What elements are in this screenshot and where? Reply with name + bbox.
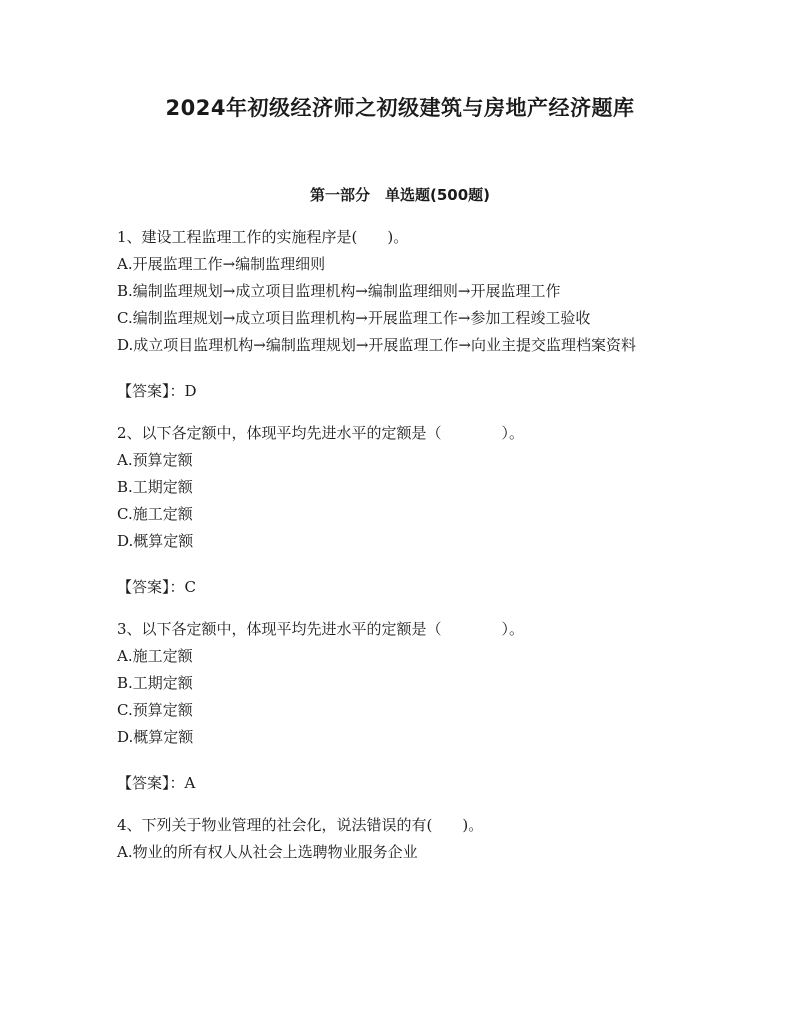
option-a: A.预算定额: [117, 451, 193, 469]
option-a: A.施工定额: [117, 647, 193, 665]
option-c: C.预算定额: [117, 701, 193, 719]
option-a: A.物业的所有权人从社会上选聘物业服务企业: [117, 843, 418, 861]
option-c: C.施工定额: [117, 505, 193, 523]
answer-label: 【答案】：A: [117, 774, 196, 792]
option-b: B.工期定额: [117, 674, 193, 692]
question-2: [117, 420, 677, 601]
option-b: B.编制监理规划→成立项目监理机构→编制监理细则→开展监理工作: [117, 282, 561, 300]
option-d: D.成立项目监理机构→编制监理规划→开展监理工作→向业主提交监理档案资料: [117, 336, 636, 354]
question-3: [117, 616, 677, 797]
answer-label: 【答案】：C: [117, 578, 196, 596]
document-title: 2024年初级经济师之初级建筑与房地产经济题库: [165, 96, 635, 120]
option-d: D.概算定额: [117, 532, 194, 550]
question-1: [117, 224, 677, 405]
option-b: B.工期定额: [117, 478, 193, 496]
question-stem: 3、以下各定额中，体现平均先进水平的定额是（ ）。: [117, 620, 525, 638]
option-a: A.开展监理工作→编制监理细则: [117, 255, 326, 273]
option-d: D.概算定额: [117, 728, 194, 746]
question-stem: 1、建设工程监理工作的实施程序是( )。: [117, 228, 409, 246]
question-stem: 4、下列关于物业管理的社会化，说法错误的有( )。: [117, 816, 484, 834]
option-c: C.编制监理规划→成立项目监理机构→开展监理工作→参加工程竣工验收: [117, 309, 591, 327]
section-heading: 第一部分 单选题(500题): [309, 186, 491, 204]
question-stem: 2、以下各定额中，体现平均先进水平的定额是（ ）。: [117, 424, 525, 442]
answer-label: 【答案】：D: [117, 382, 197, 400]
question-4: [117, 812, 677, 866]
question-list: [117, 224, 677, 866]
